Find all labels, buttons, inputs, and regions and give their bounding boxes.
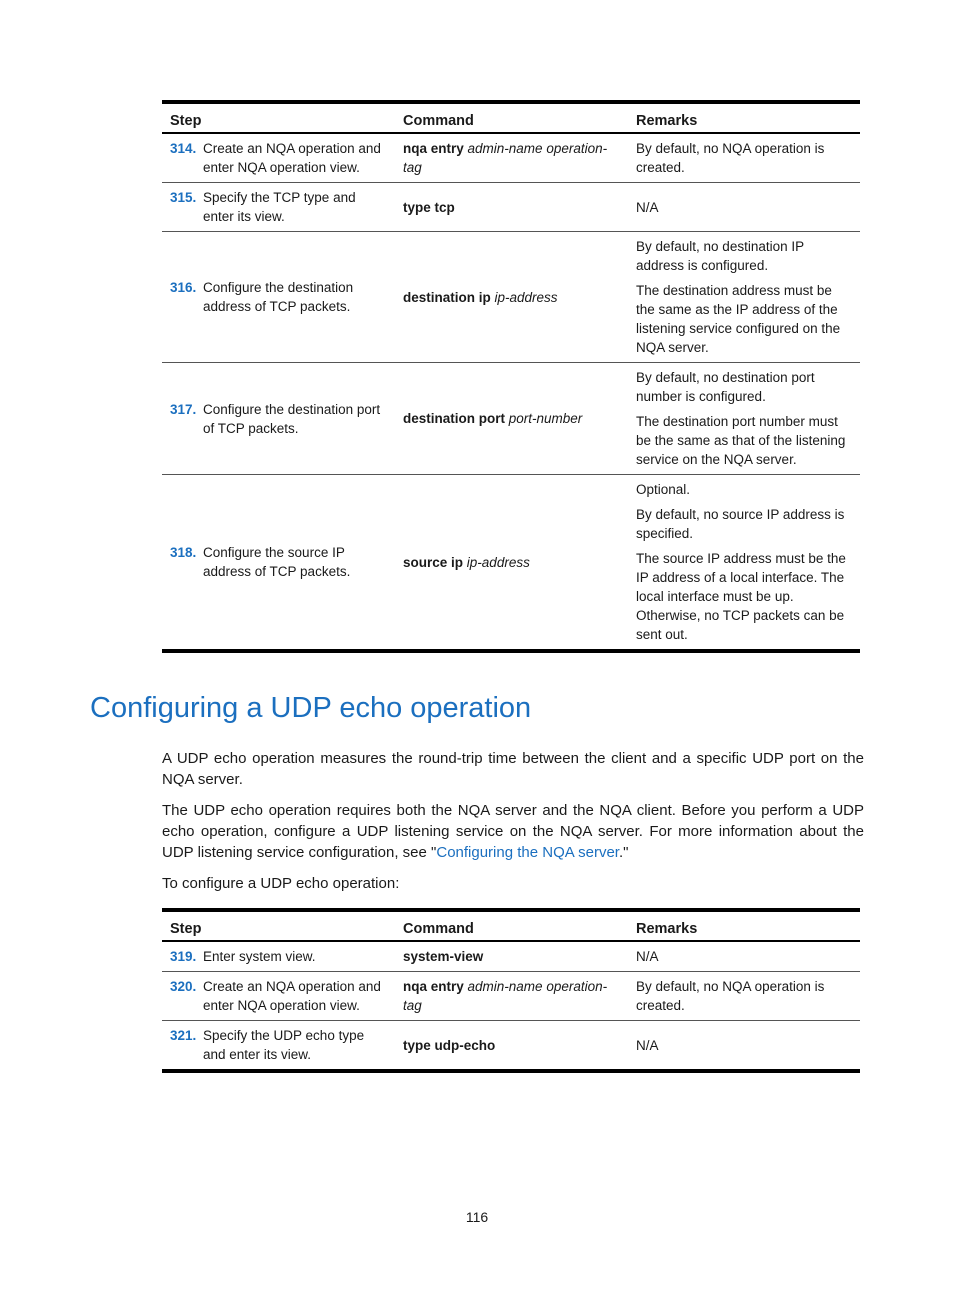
remark-text: N/A bbox=[636, 1037, 659, 1053]
table-header-row bbox=[162, 102, 860, 133]
table-row bbox=[162, 475, 860, 652]
step-cell bbox=[162, 972, 395, 1021]
table-row bbox=[162, 363, 860, 475]
command-keyword: destination ip bbox=[403, 289, 491, 305]
remarks-cell bbox=[628, 183, 860, 232]
command-argument: admin-name operation-tag bbox=[403, 979, 608, 1013]
remarks-cell bbox=[628, 133, 860, 183]
command-cell bbox=[395, 133, 628, 183]
step-wrapper bbox=[170, 543, 387, 581]
command-argument: port-number bbox=[508, 411, 583, 426]
step-cell bbox=[162, 232, 395, 363]
step-number: 320. bbox=[170, 979, 197, 994]
step-wrapper bbox=[170, 188, 387, 226]
table1-body bbox=[162, 133, 860, 651]
remark-text: Optional. bbox=[636, 482, 691, 497]
step-description: Create an NQA operation and enter NQA operation view. bbox=[203, 979, 381, 1013]
step-description: Configure the destination address of TCP packets. bbox=[203, 280, 354, 314]
step-cell bbox=[162, 475, 395, 652]
step-wrapper bbox=[170, 278, 387, 316]
header-command: Command bbox=[403, 921, 474, 937]
requirements-text-end: ." bbox=[618, 844, 629, 861]
header-remarks: Remarks bbox=[636, 113, 698, 129]
remarks-cell bbox=[628, 363, 860, 475]
command-keyword: source ip bbox=[403, 554, 464, 570]
step-number: 316. bbox=[170, 280, 197, 295]
remark-text: The destination port number must be the same as that of the listening service on the NQA server. bbox=[636, 414, 846, 467]
remarks-cell bbox=[628, 232, 860, 363]
command-argument: ip-address bbox=[466, 554, 530, 570]
nqa-server-link[interactable]: Configuring the NQA server bbox=[436, 844, 619, 861]
step-description: Create an NQA operation and enter NQA operation view. bbox=[203, 141, 381, 175]
step-cell bbox=[162, 941, 395, 972]
step-description: Configure the source IP address of TCP packets. bbox=[203, 545, 351, 579]
step-number: 319. bbox=[170, 949, 197, 964]
step-wrapper bbox=[170, 977, 387, 1015]
section-title: Configuring a UDP echo operation bbox=[90, 692, 532, 724]
step-description: Enter system view. bbox=[203, 949, 316, 964]
remark-text: N/A bbox=[636, 199, 659, 215]
header-remarks: Remarks bbox=[636, 921, 698, 937]
table-row bbox=[162, 133, 860, 183]
step-wrapper bbox=[170, 400, 387, 438]
udp-echo-steps-table bbox=[162, 908, 860, 1073]
header-step: Step bbox=[170, 921, 202, 937]
table2-body bbox=[162, 941, 860, 1071]
step-description: Specify the TCP type and enter its view. bbox=[203, 190, 356, 224]
step-number: 315. bbox=[170, 190, 197, 205]
header-step: Step bbox=[170, 113, 202, 129]
step-wrapper bbox=[170, 1026, 387, 1064]
step-number: 321. bbox=[170, 1028, 197, 1043]
step-cell bbox=[162, 183, 395, 232]
command-cell bbox=[395, 475, 628, 652]
remark-text: By default, no NQA operation is created. bbox=[636, 979, 825, 1013]
step-description: Specify the UDP echo type and enter its view. bbox=[203, 1028, 365, 1062]
command-keyword: type tcp bbox=[403, 199, 455, 215]
remark-text: N/A bbox=[636, 949, 659, 964]
page-number: 116 bbox=[465, 1209, 489, 1225]
step-description: Configure the destination port of TCP packets. bbox=[203, 401, 381, 436]
remarks-cell bbox=[628, 475, 860, 652]
step-cell bbox=[162, 1021, 395, 1072]
remark-text: The source IP address must be the IP address of a local interface. The local interface must be up. Otherwise, no TCP packets can be sent out. bbox=[636, 551, 846, 642]
remark-text: By default, no destination port number is configured. bbox=[636, 370, 815, 404]
command-cell bbox=[395, 972, 628, 1021]
table-row bbox=[162, 941, 860, 972]
step-cell bbox=[162, 363, 395, 475]
tcp-steps-table bbox=[162, 100, 860, 653]
command-argument: ip-address bbox=[494, 289, 558, 305]
intro-paragraph: A UDP echo operation measures the round-trip time between the client and a specific UDP port on the NQA server. bbox=[162, 750, 864, 788]
step-number: 314. bbox=[170, 141, 197, 156]
requirements-paragraph bbox=[162, 800, 864, 863]
command-cell bbox=[395, 1021, 628, 1072]
step-wrapper bbox=[170, 139, 387, 177]
command-cell bbox=[395, 941, 628, 972]
requirements-text: The UDP echo operation requires both the NQA server and the NQA client. Before you perform a UDP echo operation, configure a UDP listening service on the NQA server. For more information about the UDP listening service configuration, see " bbox=[162, 802, 864, 861]
command-keyword: nqa entry bbox=[403, 141, 464, 156]
command-keyword: type udp-echo bbox=[403, 1037, 496, 1053]
remark-text: The destination address must be the same as the IP address of the listening service configured on the NQA server. bbox=[636, 283, 841, 355]
command-argument: admin-name operation-tag bbox=[403, 141, 608, 175]
remark-text: By default, no destination IP address is configured. bbox=[636, 239, 804, 273]
command-keyword: destination port bbox=[403, 411, 505, 426]
header-command: Command bbox=[403, 113, 474, 129]
remarks-cell bbox=[628, 941, 860, 972]
command-cell bbox=[395, 183, 628, 232]
table-row bbox=[162, 183, 860, 232]
remark-text: By default, no source IP address is specified. bbox=[636, 507, 845, 541]
remarks-cell bbox=[628, 972, 860, 1021]
table-row bbox=[162, 1021, 860, 1072]
command-cell bbox=[395, 232, 628, 363]
table-header-row bbox=[162, 910, 860, 941]
table-row bbox=[162, 232, 860, 363]
step-number: 317. bbox=[170, 401, 197, 417]
remarks-cell bbox=[628, 1021, 860, 1072]
command-keyword: system-view bbox=[403, 949, 484, 964]
table-row bbox=[162, 972, 860, 1021]
step-wrapper bbox=[170, 947, 387, 966]
command-cell bbox=[395, 363, 628, 475]
step-cell bbox=[162, 133, 395, 183]
step-number: 318. bbox=[170, 545, 197, 560]
procedure-intro: To configure a UDP echo operation: bbox=[162, 875, 400, 892]
remark-text: By default, no NQA operation is created. bbox=[636, 141, 825, 175]
command-keyword: nqa entry bbox=[403, 979, 464, 994]
